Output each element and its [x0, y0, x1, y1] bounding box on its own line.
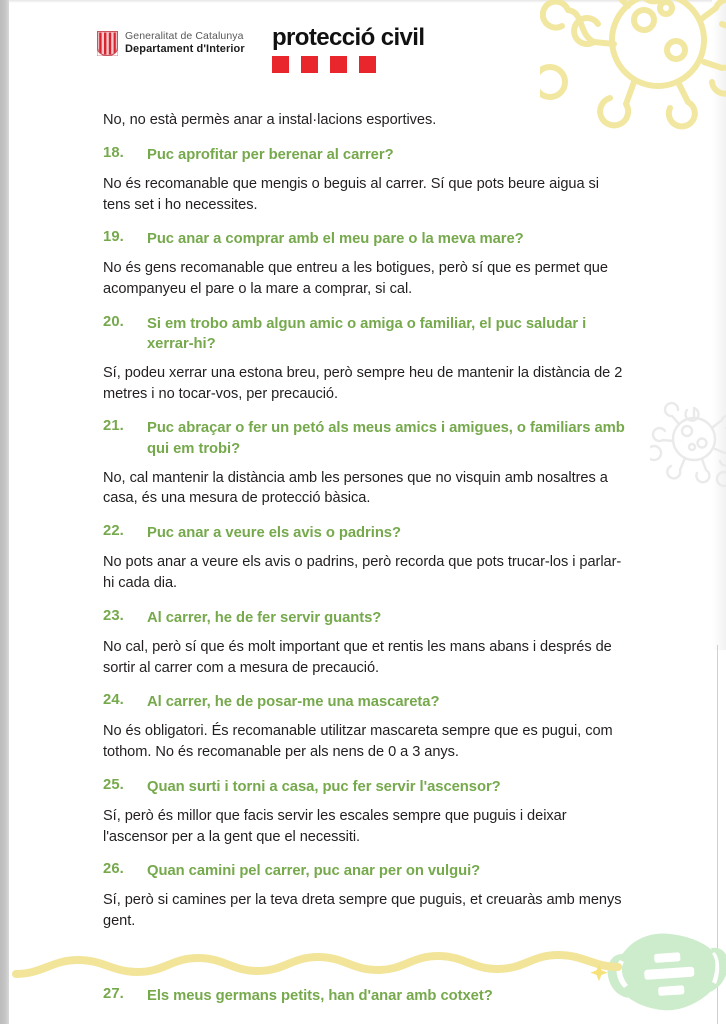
logo-square [359, 56, 376, 73]
faq-question-number: 18. [103, 144, 124, 161]
page-right-edge-fade [712, 0, 726, 650]
faq-question-text: Al carrer, he de posar-me una mascareta? [147, 694, 440, 711]
faq-question-text: Puc aprofitar per berenar al carrer? [147, 146, 394, 163]
faq-question [103, 608, 628, 628]
faq-question [103, 692, 628, 712]
faq-question-number: 25. [103, 776, 124, 793]
faq-question [103, 314, 628, 354]
faq-question-text: Puc abraçar o fer un petó als meus amics i amigues, o familiars amb qui em trobi? [147, 420, 625, 457]
faq-question [103, 523, 628, 543]
faq-question-number: 22. [103, 523, 124, 540]
faq-question [103, 986, 628, 1006]
faq-question-text: Al carrer, he de fer servir guants? [147, 609, 382, 626]
faq-item [103, 145, 628, 216]
page-left-edge-shadow [0, 0, 9, 1024]
faq-answer-text: Sí, podeu xerrar una estona breu, però sempre heu de mantenir la distància de 2 metres i no tocar-vos, per precaució. [103, 365, 623, 402]
intro-answer-text: No, no està permès anar a instal·lacions esportives. [103, 112, 437, 128]
generalitat-de-catalunya-logo [97, 31, 245, 56]
faq-item [103, 692, 628, 763]
faq-question [103, 229, 628, 249]
proteccio-civil-wordmark: protecció civil [272, 24, 425, 51]
faq-answer-text: No, cal mantenir la distància amb les persones que no visquin amb nosaltres a casa, és una mesura de protecció bàsica. [103, 469, 608, 507]
gencat-logo-line2: Departament d'Interior [125, 43, 245, 56]
faq-question-text: Si em trobo amb algun amic o amiga o familiar, el puc saludar i xerrar-hi? [147, 315, 587, 352]
faq-question-text: Quan surti i torni a casa, puc fer servir l'ascensor? [147, 778, 501, 795]
faq-question-text: Quan camini pel carrer, puc anar per on vulgui? [147, 863, 481, 880]
section-spacer [103, 938, 628, 972]
faq-question [103, 777, 628, 797]
faq-question-number: 20. [103, 313, 124, 330]
faq-answer-text: Sí, però si camines per la teva dreta sempre que puguis, et creuaràs amb menys gent. [103, 892, 622, 930]
faq-item [103, 608, 628, 679]
faq-question-text: Puc anar a veure els avis o padrins? [147, 525, 401, 542]
faq-question-number: 19. [103, 229, 124, 246]
faq-answer-text: No és recomanable que mengis o beguis al carrer. Sí que pots beure aigua si tens set i ho necessites. [103, 175, 599, 213]
faq-question-text: Puc anar a comprar amb el meu pare o la meva mare? [147, 231, 524, 248]
faq-answer-text: No pots anar a veure els avis o padrins, però recorda que pots trucar-los i parlar-hi cada dia. [103, 554, 622, 591]
generalitat-senyera-shield-icon [97, 31, 118, 56]
faq-answer-text: No cal, però sí que és molt important que et rentis les mans abans i després de sortir al carrer com a mesura de precaució. [103, 638, 612, 676]
proteccio-civil-squares [272, 56, 424, 73]
logo-square [272, 56, 289, 73]
faq-item [103, 777, 628, 848]
page-right-edge-line [717, 645, 718, 1024]
faq-item [103, 861, 628, 932]
gencat-logo-line1: Generalitat de Catalunya [125, 30, 244, 43]
faq-question-number: 26. [103, 861, 124, 878]
faq-answer-text: No és gens recomanable que entreu a les botigues, però sí que es permet que acompanyeu el pare o la mare a comprar, si cal. [103, 260, 608, 298]
faq-item [103, 523, 628, 594]
faq-question-text: Els meus germans petits, han d'anar amb cotxet? [147, 987, 493, 1004]
logo-square [301, 56, 318, 73]
faq-question-number: 21. [103, 418, 124, 435]
faq-question-number: 23. [103, 607, 124, 624]
faq-item [103, 418, 628, 509]
faq-item [103, 314, 628, 405]
page-top-edge-shadow [9, 0, 726, 3]
faq-item [103, 229, 628, 300]
faq-question [103, 145, 628, 165]
faq-question-number: 27. [103, 985, 124, 1002]
faq-answer-text: Sí, però és millor que facis servir les escales sempre que puguis i deixar l'ascensor per a la gent que el necessiti. [103, 807, 567, 845]
proteccio-civil-logo [272, 26, 424, 73]
faq-answer-text: No és obligatori. És recomanable utilitzar mascareta sempre que es pugui, com tothom. No és recomanable per als nens de 0 a 3 anys. [103, 723, 613, 761]
document-header [0, 22, 726, 78]
faq-question [103, 861, 628, 881]
faq-question [103, 418, 628, 458]
faq-list [103, 145, 628, 1006]
faq-question-number: 24. [103, 692, 124, 709]
faq-item [103, 986, 628, 1006]
faq-content [103, 110, 628, 1015]
logo-square [330, 56, 347, 73]
